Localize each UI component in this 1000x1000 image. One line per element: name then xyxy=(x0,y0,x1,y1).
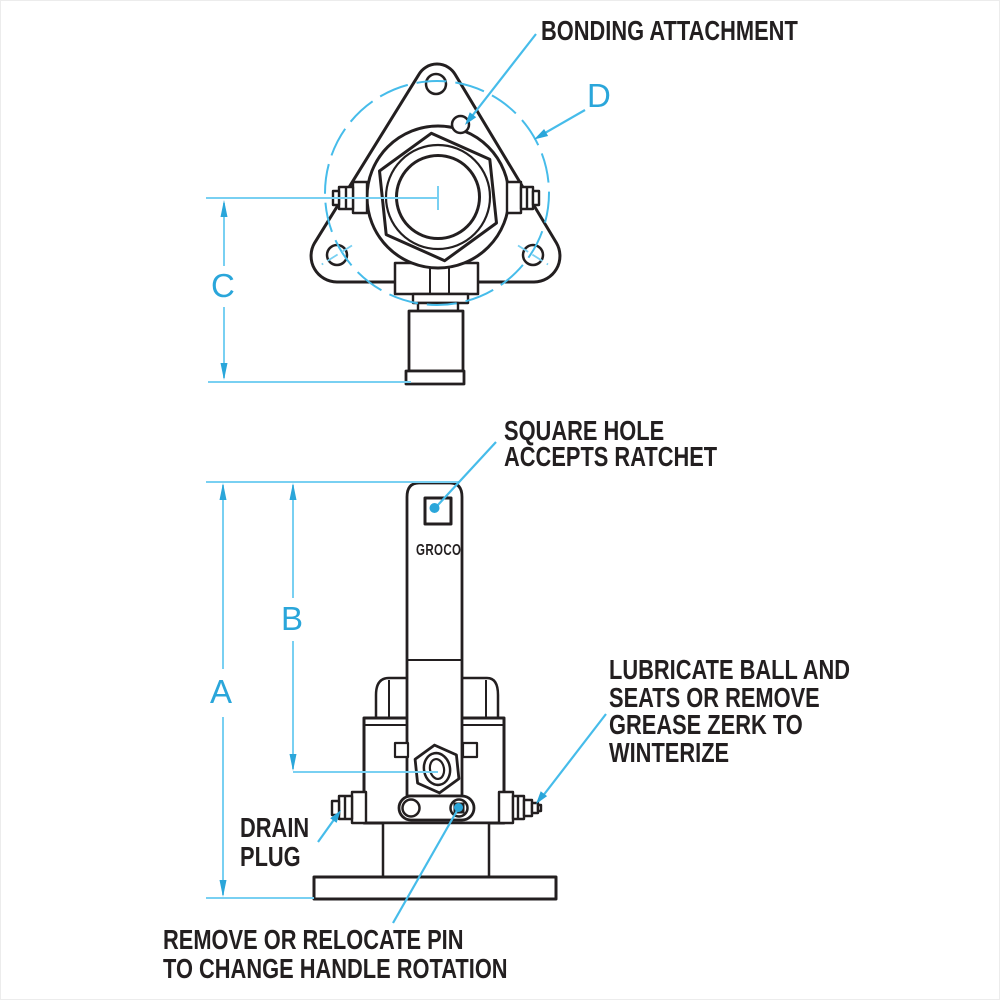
drain-line1: DRAIN xyxy=(240,812,310,843)
body-tab-right xyxy=(463,743,477,757)
valve-lower-neck xyxy=(383,823,489,878)
dimension-c-label: C xyxy=(211,267,235,304)
drain-plug-label xyxy=(240,813,309,871)
lubricate-line3: GREASE ZERK TO xyxy=(609,709,803,740)
bonding-leader-line xyxy=(469,34,536,120)
pin-hole-left xyxy=(403,800,420,817)
arrowhead xyxy=(220,483,227,500)
remove-pin-label xyxy=(163,925,508,983)
right-bolt-top-view xyxy=(507,182,539,213)
bonding-lug xyxy=(452,116,469,133)
mounting-hole-top xyxy=(426,74,446,94)
top-view xyxy=(311,64,560,384)
dimension-b-label: B xyxy=(281,600,304,637)
lubricate-line4: WINTERIZE xyxy=(609,736,730,768)
arrowhead xyxy=(290,483,297,500)
leader-dot xyxy=(454,803,463,812)
dimension-d-label: D xyxy=(587,77,611,114)
square-hole-label xyxy=(504,415,718,472)
lubricate-leader-line xyxy=(539,714,606,801)
square-hole-line1: SQUARE HOLE xyxy=(504,415,665,446)
bonding-attachment-label xyxy=(541,17,798,44)
arrowhead xyxy=(220,880,227,897)
pin-line2: TO CHANGE HANDLE ROTATION xyxy=(163,953,508,984)
arrowhead xyxy=(290,754,297,771)
dimension-a-label: A xyxy=(210,673,233,710)
square-hole-line2: ACCEPTS RATCHET xyxy=(504,441,718,472)
drain-line2: PLUG xyxy=(240,841,301,872)
pin-line1: REMOVE OR RELOCATE PIN xyxy=(163,924,464,955)
grease-zerk-bolt xyxy=(499,792,541,823)
pipe-body xyxy=(409,311,463,371)
lubricate-line2: SEATS OR REMOVE xyxy=(609,681,820,713)
lubricate-label xyxy=(609,656,850,766)
base-flange xyxy=(314,877,556,899)
arrowhead xyxy=(221,200,228,217)
body-tab-left xyxy=(395,743,408,757)
pipe-end-band xyxy=(406,371,464,384)
pipe-collar xyxy=(413,294,468,303)
leader-dot xyxy=(430,503,440,513)
arrowhead xyxy=(221,363,228,380)
groco-logo: GROCO xyxy=(416,542,462,559)
diagram-canvas xyxy=(1,1,1000,1000)
lubricate-line1: LUBRICATE BALL AND xyxy=(609,654,851,685)
bonding-attachment-text: BONDING ATTACHMENT xyxy=(541,15,798,46)
arrowhead xyxy=(534,129,548,140)
square-hole-leader-line xyxy=(437,442,496,506)
